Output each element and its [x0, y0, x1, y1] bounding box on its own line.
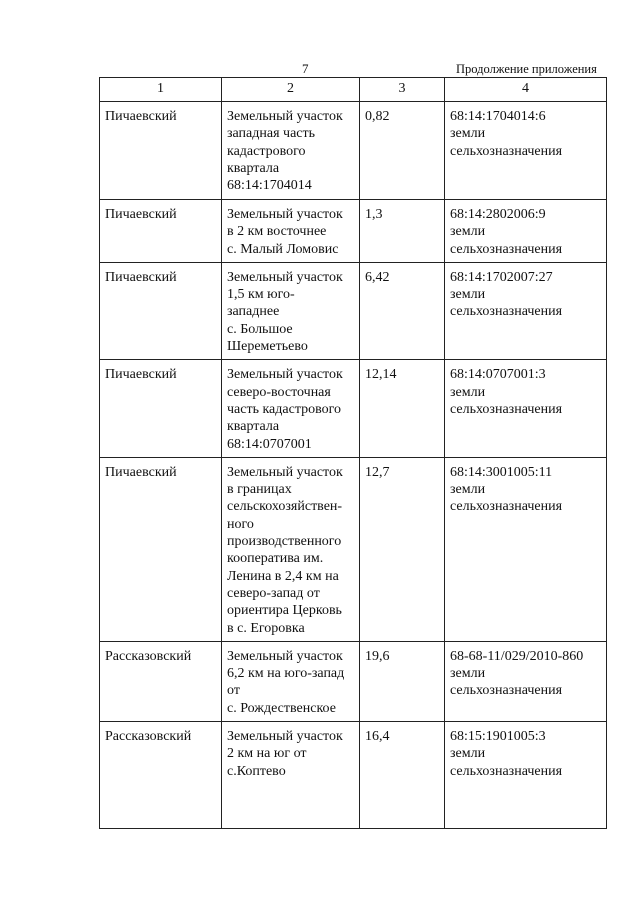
description-cell: Земельный участок в 2 км восточнее с. Малый Ломовис [222, 200, 360, 263]
area-cell: 12,14 [360, 360, 445, 457]
cadastre-cell: 68:14:3001005:11 земли сельхозназначения [445, 457, 607, 641]
column-header-3: 3 [360, 78, 445, 102]
table-row [100, 457, 607, 641]
cadastre-cell: 68:14:1704014:6 земли сельхозназначения [445, 102, 607, 200]
table-row [100, 641, 607, 721]
district-cell: Пичаевский [100, 457, 222, 641]
land-plots-table [99, 77, 607, 829]
table-row [100, 200, 607, 263]
table-row [100, 102, 607, 200]
description-cell: Земельный участок 2 км на юг от с.Коптево [222, 722, 360, 829]
table-header-row [100, 78, 607, 102]
page-number: 7 [302, 61, 309, 76]
column-header-1: 1 [100, 78, 222, 102]
table-row [100, 262, 607, 359]
table-row [100, 360, 607, 457]
column-header-4: 4 [445, 78, 607, 102]
cadastre-cell: 68-68-11/029/2010-860 земли сельхозназначения [445, 641, 607, 721]
district-cell: Пичаевский [100, 262, 222, 359]
district-cell: Рассказовский [100, 641, 222, 721]
column-header-2: 2 [222, 78, 360, 102]
cadastre-cell: 68:14:2802006:9 земли сельхозназначения [445, 200, 607, 263]
district-cell: Пичаевский [100, 102, 222, 200]
area-cell: 1,3 [360, 200, 445, 263]
description-cell: Земельный участок 1,5 км юго- западнее с. Большое Шереметьево [222, 262, 360, 359]
table-row [100, 722, 607, 829]
area-cell: 6,42 [360, 262, 445, 359]
area-cell: 12,7 [360, 457, 445, 641]
description-cell: Земельный участок северо-восточная часть кадастрового квартала 68:14:0707001 [222, 360, 360, 457]
district-cell: Пичаевский [100, 360, 222, 457]
district-cell: Рассказовский [100, 722, 222, 829]
description-cell: Земельный участок западная часть кадастрового квартала 68:14:1704014 [222, 102, 360, 200]
district-cell: Пичаевский [100, 200, 222, 263]
description-cell: Земельный участок 6,2 км на юго-запад от с. Рождественское [222, 641, 360, 721]
cadastre-cell: 68:15:1901005:3 земли сельхозназначения [445, 722, 607, 829]
area-cell: 16,4 [360, 722, 445, 829]
area-cell: 19,6 [360, 641, 445, 721]
cadastre-cell: 68:14:0707001:3 земли сельхозназначения [445, 360, 607, 457]
continuation-note: Продолжение приложения [456, 62, 597, 76]
area-cell: 0,82 [360, 102, 445, 200]
cadastre-cell: 68:14:1702007:27 земли сельхозназначения [445, 262, 607, 359]
description-cell: Земельный участок в границах сельскохозяйствен- ного производственного кооператива им. Ленина в 2,4 км на северо-запад от ориентира Церковь в с. Егоровка [222, 457, 360, 641]
